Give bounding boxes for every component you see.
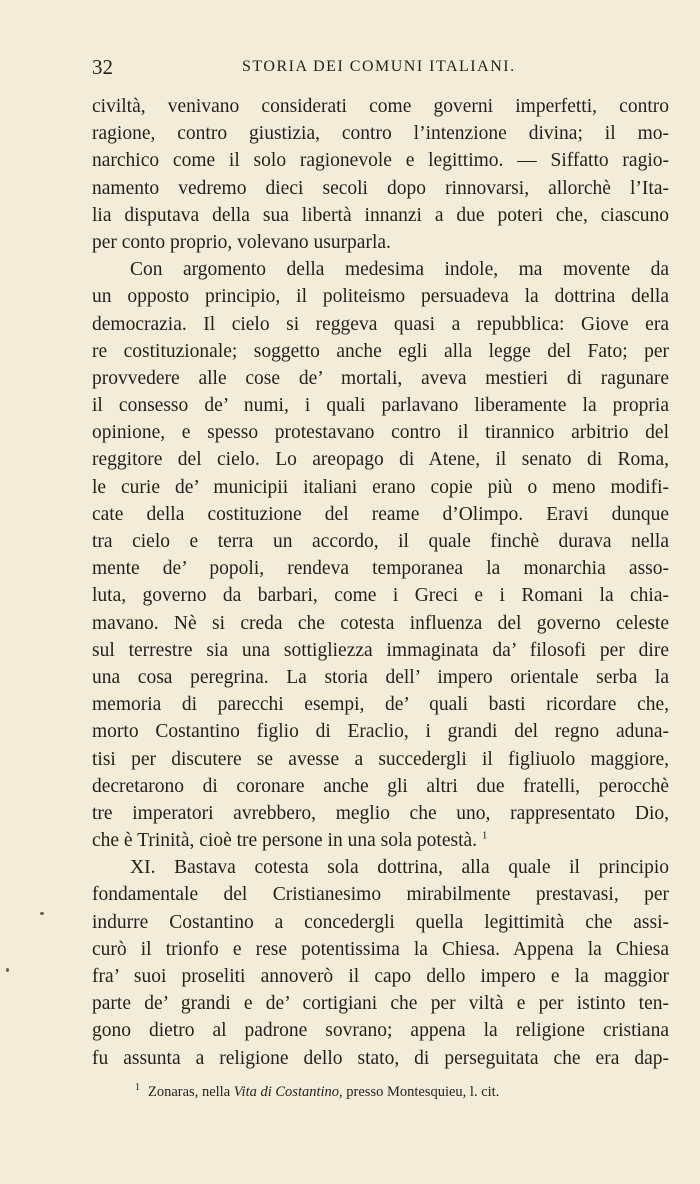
- text-line: [92, 881, 669, 908]
- text-line-content: opinione, e spesso protestavano contro il tirannico arbitrio del: [92, 422, 669, 444]
- text-line: [92, 501, 669, 528]
- text-line: [92, 229, 669, 256]
- text-line: [92, 610, 669, 637]
- text-line-content: le curie de’ municipii italiani erano copie più o meno modifi-: [92, 476, 669, 498]
- text-line: [92, 990, 669, 1017]
- text-line-content: XI. Bastava cotesta sola dottrina, alla quale il principio: [130, 857, 669, 879]
- text-line: [92, 283, 669, 310]
- text-line-content: fu assunta a religione dello stato, di perseguitata che era dap-: [92, 1047, 669, 1069]
- text-line-content: ragione, contro giustizia, contro l’intenzione divina; il mo-: [92, 123, 669, 145]
- text-line-content: re costituzionale; soggetto anche egli alla legge del Fato; per: [92, 340, 669, 362]
- footnote-text-before: Zonaras, nella: [148, 1084, 234, 1100]
- page-number: 32: [92, 55, 113, 79]
- text-line-content: reggitore del cielo. Lo areopago di Atene, il senato di Roma,: [92, 449, 669, 471]
- text-line-content: fra’ suoi proseliti annoverò il capo dello impero e la maggior: [92, 966, 669, 987]
- text-line-content: indurre Costantino a concedergli quella legittimità che assi-: [92, 911, 669, 933]
- text-line: [92, 147, 669, 174]
- text-line-content: civiltà, venivano considerati come governi imperfetti, contro: [92, 96, 669, 117]
- text-line: [92, 392, 669, 419]
- text-line: [92, 338, 669, 365]
- text-line: [92, 1045, 669, 1072]
- footnote-mark: 1: [135, 1082, 140, 1094]
- text-line-content: mente de’ popoli, rendeva temporanea la monarchia asso-: [92, 558, 669, 580]
- text-line: [92, 365, 669, 392]
- running-head: STORIA DEI COMUNI ITALIANI.: [242, 58, 516, 75]
- text-line-content: un opposto principio, il politeismo persuadeva la dottrina della: [92, 286, 669, 308]
- text-line-content: morto Costantino figlio di Eraclio, i grandi del regno aduna-: [92, 721, 669, 743]
- text-line: [92, 800, 669, 827]
- footnote-title: Vita di Costantino: [233, 1084, 340, 1100]
- text-line: [92, 773, 669, 800]
- text-line: [92, 120, 669, 147]
- text-line: [92, 311, 669, 338]
- paper-speck: [6, 968, 9, 972]
- text-line-content: gono dietro al padrone sovrano; appena la religione cristiana: [92, 1020, 669, 1042]
- text-line: [92, 582, 669, 609]
- text-line: [92, 419, 669, 446]
- text-line-content: namento vedremo dieci secoli dopo rinnovarsi, allorchè l’Ita-: [92, 177, 669, 199]
- paper-speck: [40, 912, 44, 915]
- text-line-content: parte de’ grandi e de’ cortigiani che per viltà e per istinto ten-: [92, 993, 669, 1015]
- text-line: [92, 1017, 669, 1044]
- text-line-content: una cosa peregrina. La storia dell’ impero orientale serba la: [92, 666, 669, 688]
- footnote-text-after: , presso Montesquieu, l. cit.: [339, 1084, 500, 1100]
- page-header: [92, 55, 662, 85]
- text-line: [92, 528, 669, 555]
- text-line-content: provvedere alle cose de’ mortali, aveva mestieri di ragunare: [92, 367, 669, 389]
- text-line: [92, 555, 669, 582]
- text-line: [92, 827, 669, 854]
- text-line: [92, 202, 669, 229]
- text-line: [92, 936, 669, 963]
- text-line-content: tre imperatori avrebbero, meglio che uno, rappresentato Dio,: [92, 802, 669, 824]
- text-line: [92, 909, 669, 936]
- text-line: [92, 474, 669, 501]
- text-line-content: lia disputava della sua libertà innanzi a due poteri che, ciascuno: [92, 204, 669, 226]
- body-text: [92, 93, 669, 1072]
- text-line: [92, 256, 669, 283]
- text-line: [92, 637, 669, 664]
- text-line-content: narchico come il solo ragionevole e legittimo. — Siffatto ragio-: [92, 150, 669, 172]
- text-line-content: Con argomento della medesima indole, ma movente da: [130, 259, 669, 281]
- text-line: [92, 664, 669, 691]
- text-line: [92, 691, 669, 718]
- text-line-content: tisi per discutere se avesse a succedergli il figliuolo maggiore,: [92, 748, 669, 770]
- text-line-content: memoria di parecchi esempi, de’ quali basti ricordare che,: [92, 694, 669, 716]
- text-line-content: mavano. Nè si creda che cotesta influenza del governo celeste: [92, 612, 669, 634]
- footnote-reference: 1: [481, 829, 488, 842]
- text-line: [92, 718, 669, 745]
- text-line-content: che è Trinità, cioè tre persone in una sola potestà.: [92, 830, 478, 852]
- text-line-content: tra cielo e terra un accordo, il quale finchè durava nella: [92, 531, 669, 552]
- text-line: [92, 175, 669, 202]
- text-line-content: sul terrestre sia una sottigliezza immaginata da’ filosofi per dire: [92, 639, 669, 661]
- text-line-content: fondamentale del Cristianesimo mirabilmente prestavasi, per: [92, 884, 669, 906]
- text-line: [92, 746, 669, 773]
- text-line: [92, 963, 669, 990]
- text-line-content: decretarono di coronare anche gli altri due fratelli, perocchè: [92, 775, 669, 797]
- text-line: [92, 93, 669, 120]
- text-line-content: per conto proprio, volevano usurparla.: [92, 231, 391, 253]
- text-line-content: luta, governo da barbari, come i Greci e i Romani la chia-: [92, 585, 669, 607]
- text-line-content: curò il trionfo e rese potentissima la Chiesa. Appena la Chiesa: [92, 938, 669, 960]
- text-line-content: il consesso de’ numi, i quali parlavano liberamente la propria: [92, 395, 669, 417]
- text-line: [92, 446, 669, 473]
- text-line-content: democrazia. Il cielo si reggeva quasi a repubblica: Giove era: [92, 313, 669, 335]
- text-line: [92, 854, 669, 881]
- footnote: [135, 1084, 655, 1101]
- text-line-content: cate della costituzione del reame d’Olimpo. Eravi dunque: [92, 503, 669, 525]
